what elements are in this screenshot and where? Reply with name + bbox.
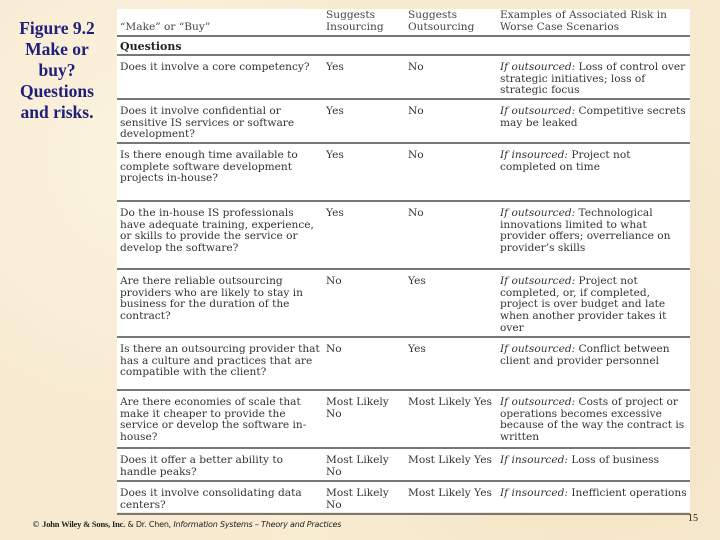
table-row <box>117 481 690 514</box>
risk-description: Loss of business <box>567 454 660 467</box>
insourcing-cell: Yes <box>323 55 405 99</box>
risk-condition: If outsourced: <box>500 61 576 74</box>
table-row <box>117 448 690 481</box>
header-risk-examples: Examples of Associated Risk in Worse Case Scenarios <box>497 9 690 36</box>
table-header-row <box>117 9 690 36</box>
risk-condition: If outsourced: <box>500 105 576 118</box>
figure-title <box>4 18 110 123</box>
make-or-buy-table-image <box>117 9 690 512</box>
risk-condition: If outsourced: <box>500 207 576 220</box>
question-cell: Is there an outsourcing provider that has a culture and practices that are compatible with the client? <box>117 337 323 390</box>
outsourcing-cell: No <box>405 201 497 269</box>
question-cell: Is there enough time available to complete software development projects in-house? <box>117 143 323 201</box>
risk-cell <box>497 143 690 201</box>
section-label: Questions <box>117 36 690 55</box>
figure-title-line: Questions <box>20 81 94 101</box>
section-row <box>117 36 690 55</box>
risk-cell <box>497 481 690 514</box>
question-cell: Does it involve a core competency? <box>117 55 323 99</box>
risk-description: Technological innovations limited to what provider offers; overreliance on provider’s skills <box>500 207 671 254</box>
insourcing-cell: Most Likely No <box>323 481 405 514</box>
table-row <box>117 337 690 390</box>
insourcing-cell: Most Likely No <box>323 448 405 481</box>
question-cell: Are there reliable outsourcing providers who are likely to stay in business for the duration of the contract? <box>117 269 323 337</box>
question-cell: Are there economies of scale that make it cheaper to provide the service or develop the software in-house? <box>117 390 323 448</box>
insourcing-cell: Most Likely No <box>323 390 405 448</box>
risk-condition: If outsourced: <box>500 396 576 409</box>
table-row <box>117 201 690 269</box>
risk-description: Loss of control over strategic initiatives; loss of strategic focus <box>500 61 686 97</box>
risk-cell <box>497 99 690 143</box>
insourcing-cell: Yes <box>323 99 405 143</box>
footer-author: & Dr. Chen, <box>125 520 174 529</box>
outsourcing-cell: No <box>405 143 497 201</box>
footer-publisher: John Wiley & Sons, Inc. <box>42 519 126 529</box>
risk-description: Inefficient operations <box>567 487 687 500</box>
risk-cell <box>497 201 690 269</box>
table-row <box>117 390 690 448</box>
figure-title-line: buy? <box>38 60 76 80</box>
outsourcing-cell: Most Likely Yes <box>405 481 497 514</box>
risk-description: Project not completed, or, if completed, project is over budget and late when another provider takes it over <box>500 275 667 334</box>
risk-description: Competitive secrets may be leaked <box>500 105 686 129</box>
insourcing-cell: No <box>323 337 405 390</box>
figure-title-line: Figure 9.2 <box>19 18 95 38</box>
question-cell: Does it involve consolidating data centers? <box>117 481 323 514</box>
risk-description: Costs of project or operations becomes excessive because of the way the contract is written <box>500 396 685 443</box>
risk-cell <box>497 269 690 337</box>
risk-description: Conflict between client and provider personnel <box>500 343 670 367</box>
question-cell: Does it offer a better ability to handle peaks? <box>117 448 323 481</box>
risk-condition: If insourced: <box>500 454 568 467</box>
header-suggests-outsourcing: Suggests Outsourcing <box>405 9 497 36</box>
risk-cell <box>497 448 690 481</box>
footer-book-title: Information Systems – Theory and Practices <box>173 520 342 529</box>
figure-title-line: Make or <box>25 39 89 59</box>
risk-cell <box>497 337 690 390</box>
table-row <box>117 99 690 143</box>
make-or-buy-table <box>117 9 690 515</box>
header-suggests-insourcing: Suggests Insourcing <box>323 9 405 36</box>
question-cell: Do the in-house IS professionals have adequate training, experience, or skills to provide the service or develop the software? <box>117 201 323 269</box>
table-row <box>117 55 690 99</box>
page-number: 15 <box>688 513 698 524</box>
risk-cell <box>497 390 690 448</box>
copyright-icon: © <box>32 520 40 529</box>
insourcing-cell: Yes <box>323 143 405 201</box>
risk-condition: If insourced: <box>500 149 568 162</box>
insourcing-cell: No <box>323 269 405 337</box>
insourcing-cell: Yes <box>323 201 405 269</box>
question-cell: Does it involve confidential or sensitive IS services or software development? <box>117 99 323 143</box>
risk-cell <box>497 55 690 99</box>
outsourcing-cell: Yes <box>405 269 497 337</box>
footer-citation <box>32 519 341 529</box>
risk-condition: If outsourced: <box>500 343 576 356</box>
outsourcing-cell: Most Likely Yes <box>405 390 497 448</box>
header-make-or-buy: “Make” or “Buy” <box>117 9 323 36</box>
outsourcing-cell: No <box>405 55 497 99</box>
risk-condition: If insourced: <box>500 487 568 500</box>
risk-condition: If outsourced: <box>500 275 576 288</box>
table-row <box>117 143 690 201</box>
outsourcing-cell: Most Likely Yes <box>405 448 497 481</box>
outsourcing-cell: Yes <box>405 337 497 390</box>
outsourcing-cell: No <box>405 99 497 143</box>
figure-title-line: and risks. <box>20 102 94 122</box>
risk-description: Project not completed on time <box>500 149 631 173</box>
table-row <box>117 269 690 337</box>
